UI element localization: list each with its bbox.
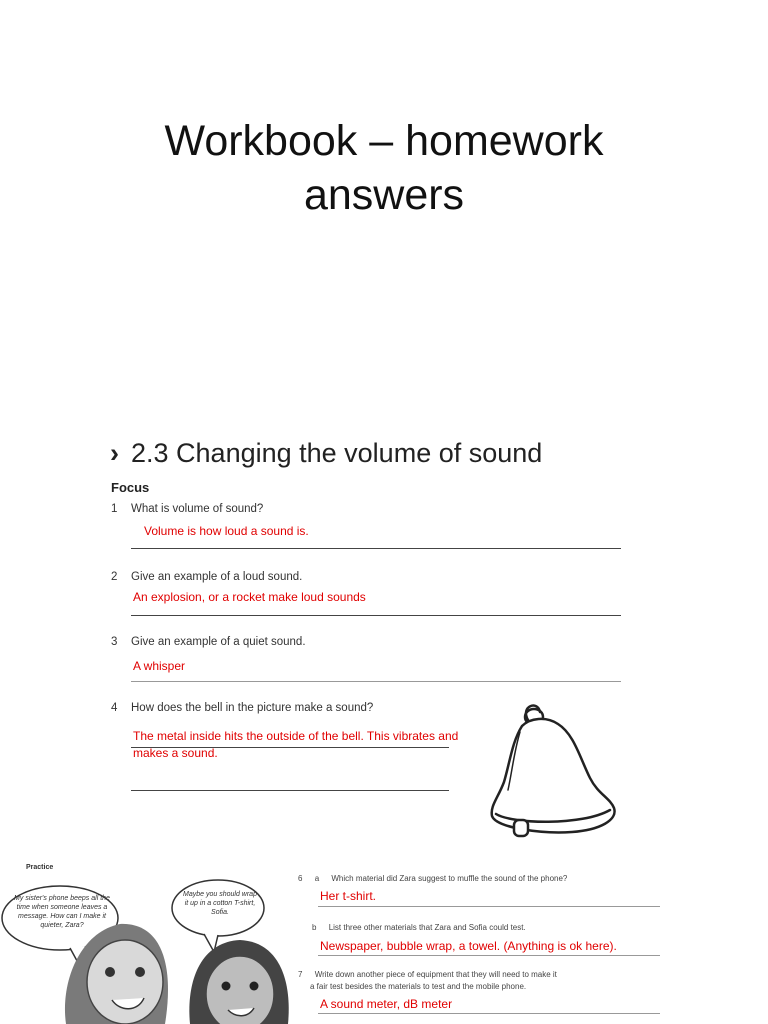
- page-title: [0, 114, 768, 222]
- title-line-1: Workbook – homework: [164, 117, 604, 165]
- answer-line: [131, 615, 621, 616]
- bell-icon: [482, 702, 624, 842]
- section-heading: [110, 438, 542, 469]
- answer-3: A whisper: [133, 659, 186, 673]
- question-letter: a: [314, 874, 320, 883]
- answer-2: An explosion, or a rocket make loud sounds: [133, 590, 366, 604]
- question-text-line-1: Write down another piece of equipment that they will need to make it: [314, 970, 557, 979]
- section-heading-text: 2.3 Changing the volume of sound: [131, 438, 543, 468]
- question-number: 4: [111, 702, 118, 714]
- question-number: 7: [298, 970, 303, 979]
- question-letter: b: [312, 923, 317, 932]
- answer-6b: Newspaper, bubble wrap, a towel. (Anything is ok here).: [320, 939, 617, 953]
- answer-line: [131, 747, 449, 748]
- answer-4-line-1: The metal inside hits the outside of the bell. This vibrates and: [133, 729, 459, 743]
- question-2: [111, 571, 302, 583]
- question-4: [111, 702, 373, 714]
- question-7-line-2: a fair test besides the materials to test and the mobile phone.: [310, 982, 527, 991]
- answer-1: Volume is how loud a sound is.: [144, 524, 309, 538]
- question-text: How does the bell in the picture make a sound?: [131, 702, 374, 714]
- question-text: Give an example of a quiet sound.: [131, 636, 306, 648]
- speech-bubble-left: My sister's phone beeps all the time when someone leaves a message. How can I make it quieter, Zara?: [14, 895, 110, 929]
- question-text: List three other materials that Zara and Sofia could test.: [328, 923, 526, 932]
- answer-line: [131, 681, 621, 682]
- question-number: 3: [111, 636, 118, 648]
- answer-line: [318, 906, 660, 907]
- speech-bubble-right: Maybe you should wrap it up in a cotton T-shirt, Sofia.: [183, 891, 257, 916]
- title-line-2: answers: [303, 171, 465, 219]
- answer-line: [131, 548, 621, 549]
- question-1: [111, 503, 263, 515]
- chevron-right-icon: ›: [110, 438, 119, 468]
- question-3: [111, 636, 306, 648]
- answer-line: [131, 790, 449, 791]
- question-6b: [298, 923, 526, 932]
- answer-6a: Her t-shirt.: [320, 889, 377, 903]
- answer-7: A sound meter, dB meter: [320, 997, 453, 1011]
- question-text: Give an example of a loud sound.: [131, 571, 303, 583]
- question-7: [298, 970, 557, 979]
- answer-line: [318, 1013, 660, 1014]
- answer-4-line-2: makes a sound.: [133, 746, 218, 760]
- question-number: 1: [111, 503, 118, 515]
- question-6a: [298, 874, 567, 883]
- question-number: 2: [111, 571, 118, 583]
- practice-label: Practice: [26, 864, 54, 871]
- question-text: Which material did Zara suggest to muffle the sound of the phone?: [331, 874, 568, 883]
- answer-line: [318, 955, 660, 956]
- question-number: 6: [298, 874, 303, 883]
- focus-label: Focus: [111, 480, 150, 495]
- question-text: What is volume of sound?: [131, 503, 264, 515]
